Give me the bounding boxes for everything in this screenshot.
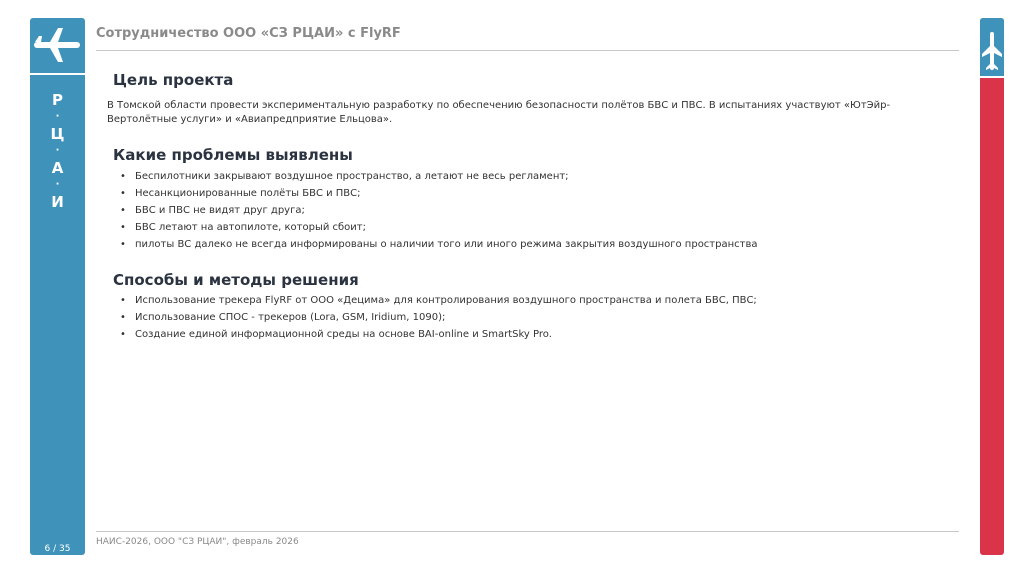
sidebar-dot: · — [55, 179, 60, 190]
sidebar-letter: А — [51, 159, 64, 177]
list-item: • Несанкционированные полёты БВС и ПВС; — [120, 185, 758, 202]
airplane-icon — [980, 30, 1004, 74]
list-item: • Использование СПОС - трекеров (Lora, GSM, Iridium, 1090); — [120, 309, 757, 326]
footer-divider — [96, 531, 959, 532]
right-bar-divider — [980, 76, 1004, 78]
list-item: • БВС и ПВС не видят друг друга; — [120, 202, 758, 219]
right-sidebar — [980, 18, 1004, 555]
sidebar-dot: · — [55, 145, 60, 156]
goal-text: В Томской области провести экспериментальную разработку по обеспечению безопасности полётов БВС и ПВС. В испытаниях участвуют «ЮтЭйр-Вертолётные услуги» и «Авиапредприятие Ельцова». — [107, 100, 891, 125]
page-title: Сотрудничество ООО «СЗ РЦАИ» с FlyRF — [96, 26, 401, 41]
list-item: • Беспилотники закрывают воздушное пространство, а летают не весь регламент; — [120, 168, 758, 185]
sidebar-letter: Р — [52, 91, 63, 109]
problems-heading: Какие проблемы выявлены — [113, 146, 353, 164]
goal-heading: Цель проекта — [113, 71, 234, 89]
list-item: • Использование трекера FlyRF от ООО «Децима» для контролирования воздушного пространства и полета БВС, ПВС; — [120, 292, 757, 309]
left-sidebar — [30, 18, 85, 555]
airplane-icon — [30, 18, 85, 68]
footer-text: НАИС-2026, ООО "СЗ РЦАИ", февраль 2026 — [96, 537, 299, 547]
header-divider — [96, 50, 959, 51]
sidebar-divider — [30, 73, 85, 75]
list-item: • Создание единой информационной среды на основе BAI-online и SmartSky Pro. — [120, 326, 757, 343]
sidebar-letter: Ц — [50, 125, 65, 143]
list-item: • БВС летают на автопилоте, который сбоит; — [120, 219, 758, 236]
page-number: 6 / 35 — [44, 544, 71, 554]
sidebar-letter: И — [51, 193, 64, 211]
methods-list — [120, 292, 757, 343]
list-item: • пилоты ВС далеко не всегда информированы о наличии того или иного режима закрытия воздушного пространства — [120, 236, 758, 253]
problems-list — [120, 168, 758, 253]
sidebar-letters — [30, 90, 85, 212]
methods-heading: Способы и методы решения — [113, 271, 359, 289]
sidebar-dot: · — [55, 111, 60, 122]
